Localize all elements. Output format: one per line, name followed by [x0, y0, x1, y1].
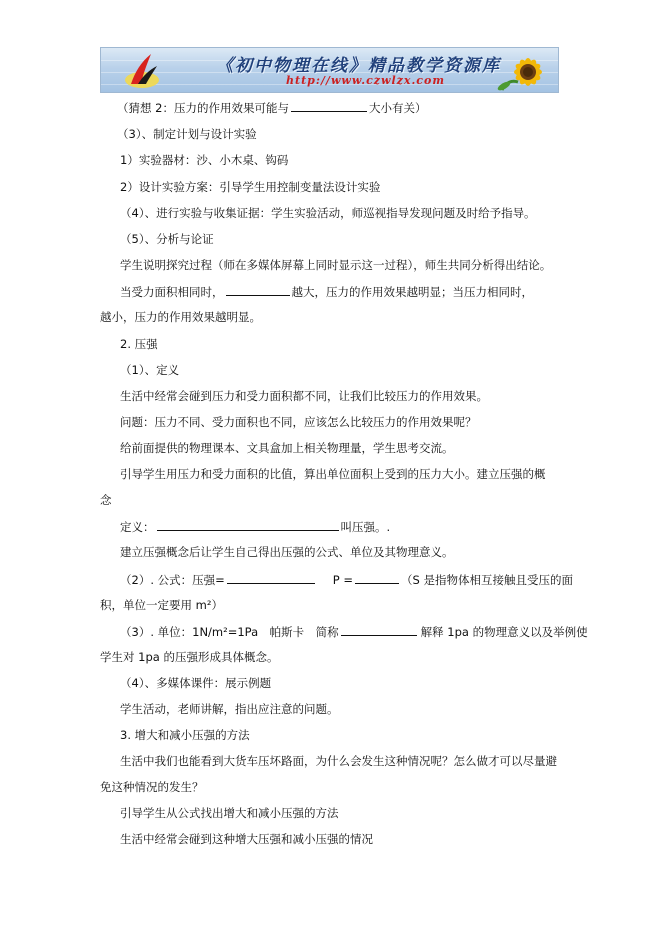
text-line: 积，单位一定要用 m²） [100, 598, 223, 612]
text-line: 生活中经常会碰到压力和受力面积都不同，让我们比较压力的作用效果。 [120, 389, 488, 403]
site-logo-icon [121, 50, 163, 92]
text-line: 引导学生用压力和受力面积的比值，算出单位面积上受到的压力大小。建立压强的概 [120, 467, 546, 481]
text-line: 生活中经常会碰到这种增大压强和减小压强的情况 [120, 832, 373, 846]
section-heading: 3. 增大和减小压强的方法 [120, 728, 250, 742]
unit-line: （3）. 单位：1N/m²=1Pa 帕斯卡 简称 解释 1pa 的物理意义以及举例使 [120, 625, 588, 639]
banner-url: http://www.czwlzx.com [286, 74, 445, 87]
banner-title: 《初中物理在线》精品教学资源库 [216, 56, 501, 76]
section-heading: 2. 压强 [120, 337, 158, 351]
text-line: 给前面提供的物理课本、文具盒加上相关物理量，学生思考交流。 [120, 441, 454, 455]
sunflower-icon [494, 47, 554, 93]
section-heading: （1）、定义 [120, 363, 180, 377]
formula-line: （2）. 公式：压强= P = （S 是指物体相互接触且受压的面 [120, 573, 573, 587]
text-line: 引导学生从公式找出增大和减小压强的方法 [120, 806, 339, 820]
text-line: 学生对 1pa 的压强形成具体概念。 [100, 650, 279, 664]
section-heading: （3）、制定计划与设计实验 [117, 127, 257, 141]
header-banner [100, 47, 559, 93]
text-line: 生活中我们也能看到大货车压坏路面，为什么会发生这种情况呢？怎么做才可以尽量避 [120, 754, 557, 768]
text-line: （猜想 2：压力的作用效果可能与 大小有关） [117, 101, 427, 115]
text-line: 越小，压力的作用效果越明显。 [100, 310, 261, 324]
text-line: 1）实验器材：沙、小木桌、钩码 [120, 153, 289, 167]
text-line: 免这种情况的发生？ [100, 780, 204, 794]
definition-line: 定义： 叫压强。. [120, 520, 391, 534]
text-line: 当受力面积相同时， 越大，压力的作用效果越明显；当压力相同时， [120, 285, 533, 299]
text-line: 建立压强概念后让学生自己得出压强的公式、单位及其物理意义。 [120, 545, 454, 559]
section-heading: （4）、多媒体课件：展示例题 [120, 676, 272, 690]
text-line: 问题：压力不同、受力面积也不同，应该怎么比较压力的作用效果呢？ [120, 415, 477, 429]
text-line: 念 [100, 493, 112, 507]
text-line: 学生活动，老师讲解，指出应注意的问题。 [120, 702, 339, 716]
section-heading: （5）、分析与论证 [120, 232, 214, 246]
text-line: （4）、进行实验与收集证据：学生实验活动，师巡视指导发现问题及时给予指导。 [120, 206, 536, 220]
text-line: 学生说明探究过程（师在多媒体屏幕上同时显示这一过程），师生共同分析得出结论。 [120, 258, 552, 272]
text-line: 2）设计实验方案：引导学生用控制变量法设计实验 [120, 180, 381, 194]
